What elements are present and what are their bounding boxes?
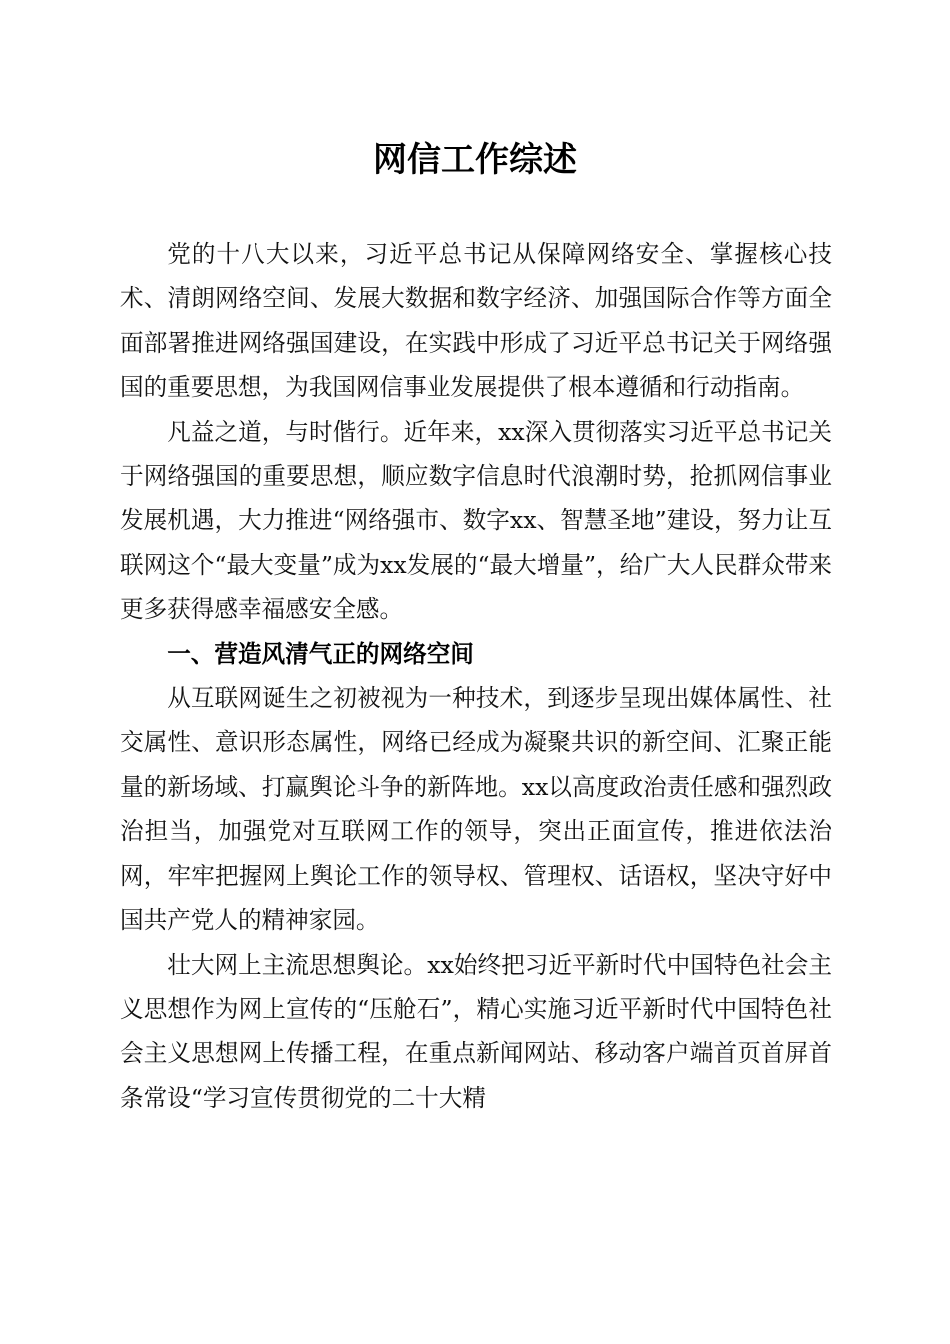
paragraph-section-1-intro: 从互联网诞生之初被视为一种技术，到逐步呈现出媒体属性、社交属性、意识形态属性，网络已经成为凝聚共识的新空间、汇聚正能量的新场域、打赢舆论斗争的新阵地。xx以高度政治责任感和强烈政治担当，加强党对互联网工作的领导，突出正面宣传，推进依法治网，牢牢把握网上舆论工作的领导权、管理权、话语权，坚决守好中国共产党人的精神家园。 <box>120 684 832 935</box>
document-body <box>120 232 832 1120</box>
document-title: 网信工作综述 <box>373 140 577 180</box>
paragraph-intro: 党的十八大以来，习近平总书记从保障网络安全、掌握核心技术、清朗网络空间、发展大数据和数字经济、加强国际合作等方面全面部署推进网络强国建设，在实践中形成了习近平总书记关于网络强国的重要思想，为我国网信事业发展提供了根本遵循和行动指南。 <box>120 240 832 402</box>
paragraph-overview: 凡益之道，与时偕行。近年来，xx深入贯彻落实习近平总书记关于网络强国的重要思想，顺应数字信息时代浪潮时势，抢抓网信事业发展机遇，大力推进“网络强市、数字xx、智慧圣地”建设，努力让互联网这个“最大变量”成为xx发展的“最大增量”，给广大人民群众带来更多获得感幸福感安全感。 <box>120 417 832 624</box>
paragraph-section-1-point-1: 壮大网上主流思想舆论。xx始终把习近平新时代中国特色社会主义思想作为网上宣传的“压舱石”，精心实施习近平新时代中国特色社会主义思想网上传播工程，在重点新闻网站、移动客户端首页首屏首条常设“学习宣传贯彻党的二十大精 <box>120 950 832 1112</box>
section-heading-1: 一、营造风清气正的网络空间 <box>167 639 474 668</box>
